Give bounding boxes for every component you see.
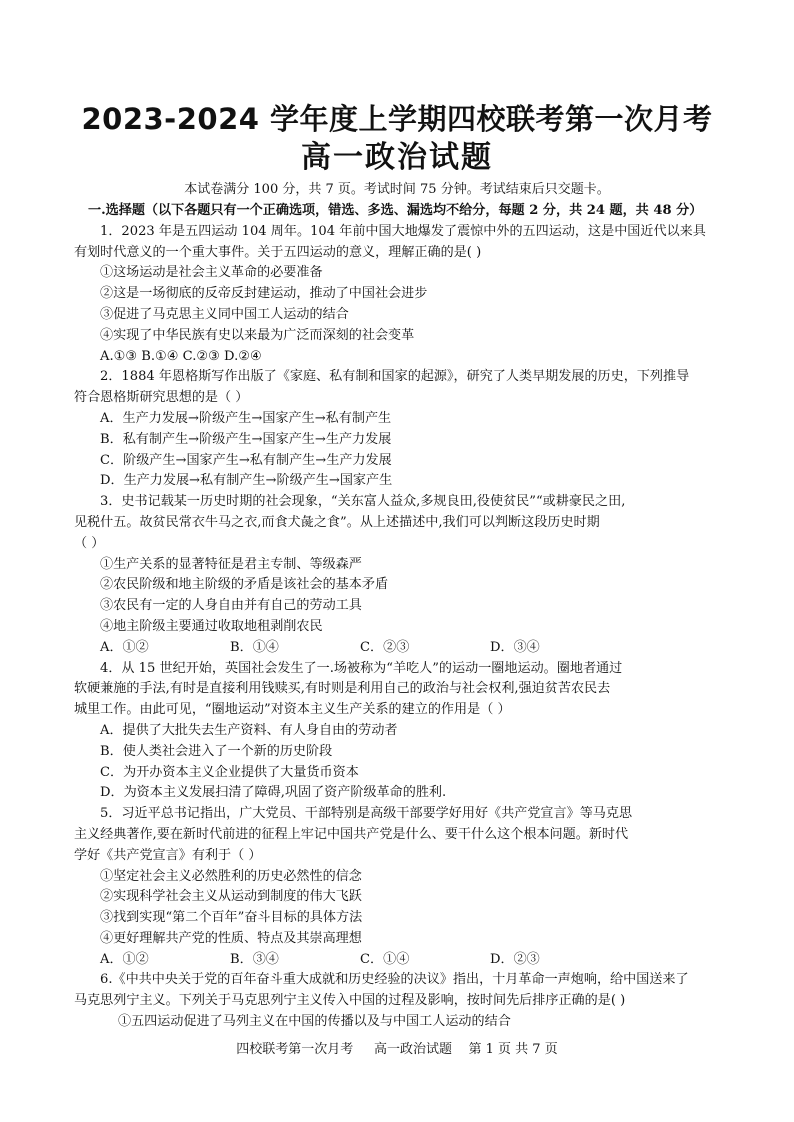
q1-item: ②这是一场彻底的反帝反封建运动，推动了中国社会进步 <box>100 286 428 302</box>
q1-options: A.①③ B.①④ C.②③ D.②④ <box>100 348 262 364</box>
q5-stem-line-2: 主义经典著作,要在新时代前进的征程上牢记中国共产党是什么、要干什么这个根本问题。新时代 <box>74 826 629 842</box>
q2-option: D．生产力发展→私有制产生→阶级产生→国家产生 <box>100 473 393 489</box>
q2-option: C．阶级产生→国家产生→私有制产生→生产力发展 <box>100 452 392 468</box>
q4-stem-line-3: 城里工作。由此可见，“圈地运动”对资本主义生产关系的建立的作用是（ ） <box>74 702 511 718</box>
q3-stem-line-1: 3．史书记载某一历史时期的社会现象，“关东富人益众,多规良田,役使贫民”“或耕豪民之田, <box>100 494 626 510</box>
q6-stem-line-1: 6.《中共中央关于党的百年奋斗重大成就和历史经验的决议》指出，十月革命一声炮响，给中国送来了 <box>100 972 689 988</box>
q3-item: ③农民有一定的人身自由并有自己的劳动工具 <box>100 598 362 614</box>
q5-stem-line-1: 5．习近平总书记指出，广大党员、干部特别是高级干部要学好用好《共产党宣言》等马克思 <box>100 806 633 822</box>
q5-item: ④更好理解共产党的性质、特点及其崇高理想 <box>100 930 362 946</box>
q6-item: ①五四运动促进了马列主义在中国的传播以及与中国工人运动的结合 <box>118 1014 511 1030</box>
q4-option: A．提供了大批失去生产资料、有人身自由的劳动者 <box>100 722 398 738</box>
q1-item: ①这场运动是社会主义革命的必要准备 <box>100 265 323 281</box>
q3-stem-line-2: 见税什五。故贫民常衣牛马之衣,而食犬彘之食”。从上述描述中,我们可以判断这段历史时期 <box>74 514 600 530</box>
q3-option-b: B．①④ <box>230 639 279 655</box>
q5-item: ③找到实现“第二个百年”奋斗目标的具体方法 <box>100 910 363 926</box>
q3-item: ②农民阶级和地主阶级的矛盾是该社会的基本矛盾 <box>100 577 389 593</box>
q1-item: ④实现了中华民族有史以来最为广泛而深刻的社会变革 <box>100 327 415 343</box>
q4-option: D．为资本主义发展扫清了障碍,巩固了资产阶级革命的胜利. <box>100 785 447 801</box>
page-footer <box>0 1041 794 1059</box>
q5-item: ②实现科学社会主义从运动到制度的伟大飞跃 <box>100 889 362 905</box>
q2-stem-line-2: 符合恩格斯研究思想的是（ ） <box>74 390 249 406</box>
q5-option-b: B．③④ <box>230 951 279 967</box>
q1-stem-line-2: 有划时代意义的一个重大事件。关于五四运动的意义，理解正确的是( ) <box>74 244 482 260</box>
q5-options <box>74 950 724 971</box>
q2-stem-line-1: 2．1884 年恩格斯写作出版了《家庭、私有制和国家的起源》，研究了人类早期发展的历史，下列推导 <box>100 369 690 385</box>
footer-page-number: 第 1 页 共 7 页 <box>468 1042 558 1057</box>
footer-exam: 四校联考第一次月考 <box>236 1042 354 1057</box>
q3-option-c: C．②③ <box>360 639 410 655</box>
exam-body <box>74 201 724 1033</box>
q3-stem-line-3: （ ） <box>74 535 105 551</box>
q5-stem-line-3: 学好《共产党宣言》有利于（ ） <box>74 847 262 863</box>
q1-item: ③促进了马克思主义同中国工人运动的结合 <box>100 306 349 322</box>
q3-item: ①生产关系的显著特征是君主专制、等级森严 <box>100 556 362 572</box>
q5-option-d: D．②③ <box>490 951 540 967</box>
q3-options <box>74 638 724 659</box>
exam-title: 2023-2024 学年度上学期四校联考第一次月考 <box>81 102 713 136</box>
q3-option-a: A．①② <box>100 639 149 655</box>
q4-option: B．使人类社会进入了一个新的历史阶段 <box>100 743 333 759</box>
q2-option: A．生产力发展→阶级产生→国家产生→私有制产生 <box>100 410 392 426</box>
exam-subtitle: 高一政治试题 <box>301 140 493 175</box>
q4-stem-line-1: 4．从 15 世纪开始，英国社会发生了一.场被称为“羊吃人”的运动一圈地运动。圈地者通过 <box>100 660 623 676</box>
q6-stem-line-2: 马克思列宁主义。下列关于马克思列宁主义传入中国的过程及影响，按时间先后排序正确的是( ) <box>74 993 626 1009</box>
q3-item: ④地主阶级主要通过收取地租剥削农民 <box>100 618 323 634</box>
q5-option-a: A．①② <box>100 951 149 967</box>
q5-option-c: C．①④ <box>360 951 410 967</box>
q1-stem-line-1: 1．2023 年是五四运动 104 周年。104 年前中国大地爆发了震惊中外的五四运动，这是中国近代以来具 <box>100 223 706 239</box>
q4-option: C．为开办资本主义企业提供了大量货币资本 <box>100 764 359 780</box>
q4-stem-line-2: 软硬兼施的手法,有时是直接利用钱赎买,有时则是利用自己的政治与社会权利,强迫贫苦农民去 <box>74 681 611 697</box>
footer-course: 高一政治试题 <box>373 1042 452 1057</box>
section-heading: 一.选择题（以下各题只有一个正确选项，错选、多选、漏选均不给分，每题 2 分，共 24 题，共 48 分） <box>88 203 703 218</box>
q2-option: B．私有制产生→阶级产生→国家产生→生产力发展 <box>100 431 392 447</box>
exam-instructions: 本试卷满分 100 分，共 7 页。考试时间 75 分钟。考试结束后只交题卡。 <box>184 182 610 197</box>
q3-option-d: D．③④ <box>490 639 540 655</box>
q5-item: ①坚定社会主义必然胜利的历史必然性的信念 <box>100 868 362 884</box>
